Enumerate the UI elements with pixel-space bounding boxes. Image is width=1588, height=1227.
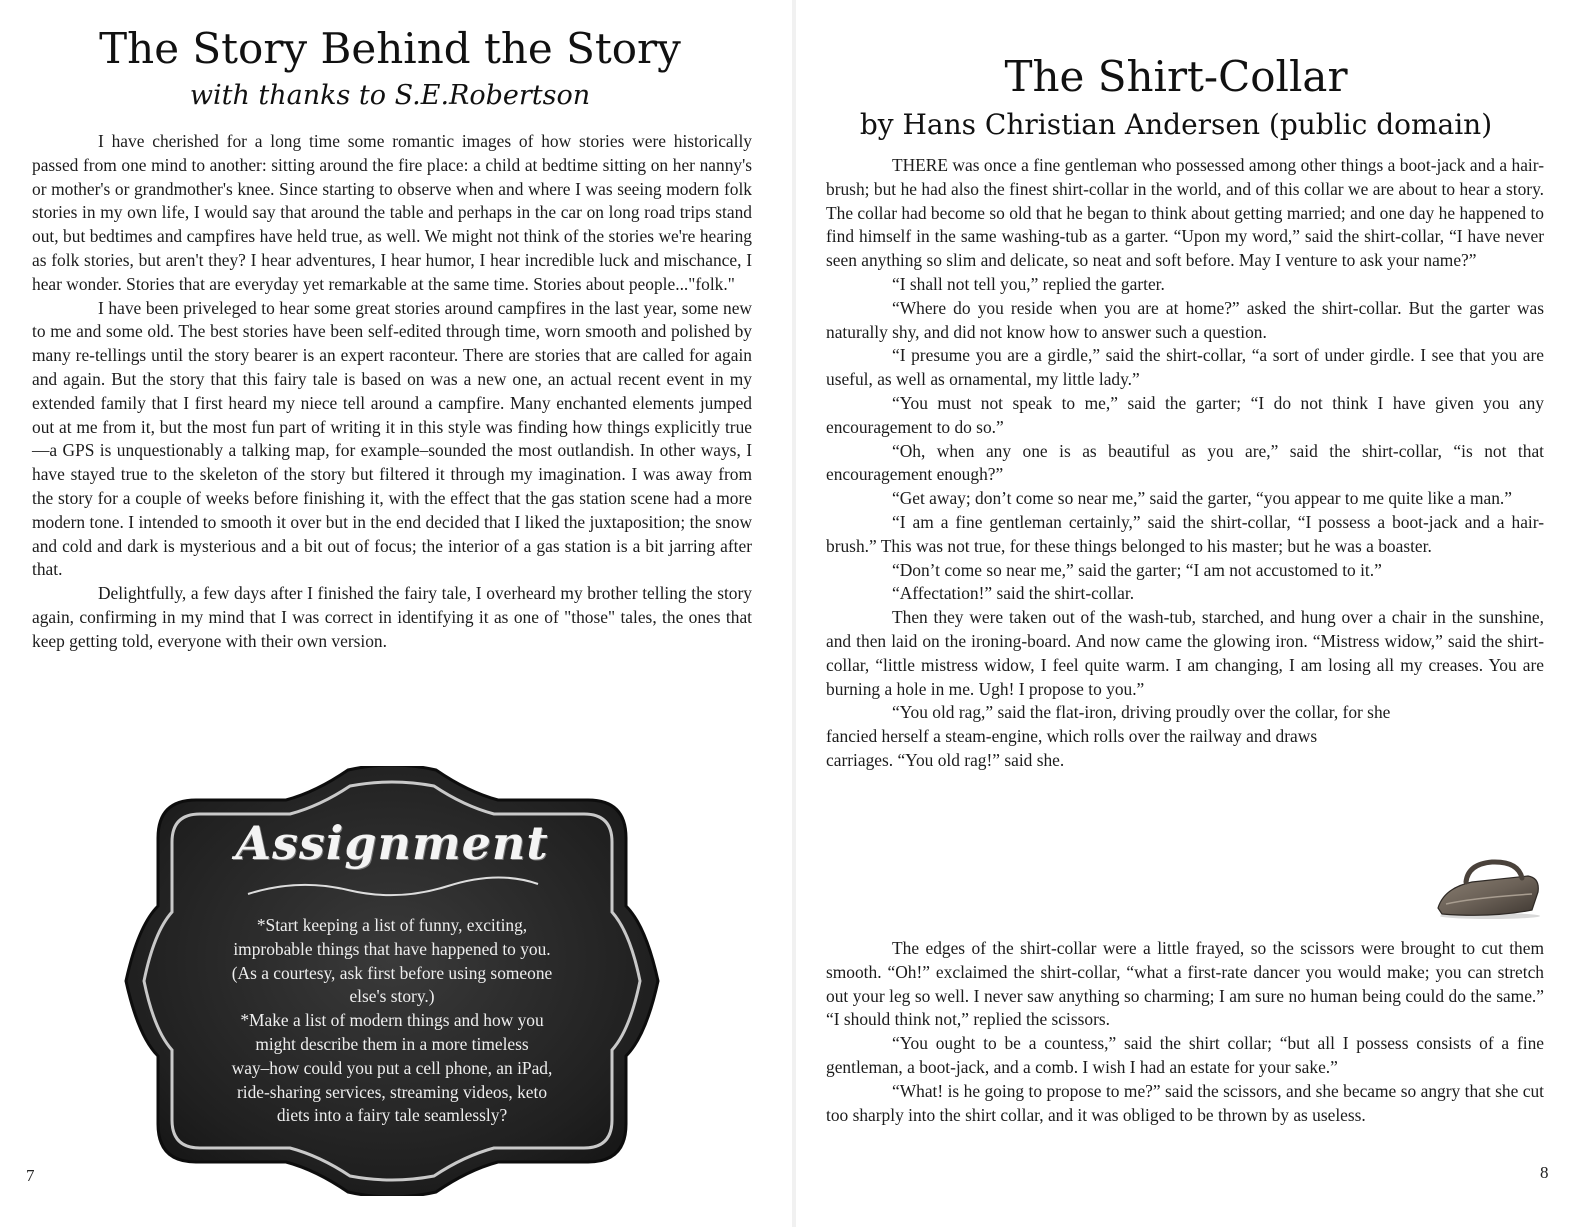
left-page xyxy=(0,0,792,1227)
story-body xyxy=(826,154,1544,773)
paragraph: Then they were taken out of the wash-tub, starched, and hung over a chair in the sunshine, and then laid on the ironing-board. And now came the glowing iron. “Mistress widow,” said the shirt-collar, “little mistress widow, I feel quite warm. I am changing, I am losing all my creases. You are burning a hole in me. Ugh! I propose to you.” xyxy=(826,607,1544,699)
assignment-line: *Start keeping a list of funny, exciting, xyxy=(256,915,528,935)
assignment-text xyxy=(180,914,604,1128)
paragraph: “I am a fine gentleman certainly,” said the shirt-collar, “I possess a boot-jack and a hair-brush.” This was not true, for these things belonged to his master; but he was a boaster. xyxy=(826,511,1544,556)
paragraph-line: fancied herself a steam-engine, which rolls over the railway and draws xyxy=(826,726,1318,747)
flat-iron-icon xyxy=(1432,858,1544,920)
assignment-line: *Make a list of modern things and how you xyxy=(240,1010,544,1031)
paragraph: “I presume you are a girdle,” said the shirt-collar, “a sort of under girdle. I see that you are useful, as well as ornamental, my little lady.” xyxy=(826,345,1544,390)
paragraph: I have been priveleged to hear some great stories around campfires in the last year, some new to me and some old. The best stories have been self-edited through time, worn smooth and polished by many re-tellings until the story bearer is an expert raconteur. There are stories that are called for again and again. But the story that this fairy tale is based on was a new one, an actual recent event in my extended family that I first heard my niece tell around a campfire. Many enchanted elements jumped out at me from it, but the most fun part of writing it in this style was finding how things explicitly true—a GPS is unquestionably a talking map, for example–sounded the most outlandish. In other ways, I have stayed true to the skeleton of the story but filtered it through my imagination. I was away from the story for a couple of weeks before finishing it, with the effect that the gas station scene had a more modern tone. I intended to smooth it over but in the end decided that I liked the juxtaposition; the snow and cold and dark is mysterious and a bit out of focus; the interior of a gas station is a bit jarring after that. xyxy=(32,297,752,580)
paragraph-line: “You old rag,” said the flat-iron, driving proudly over the collar, for she xyxy=(892,702,1391,723)
page-number: 8 xyxy=(1540,1163,1549,1182)
paragraph: “Get away; don’t come so near me,” said the garter, “you appear to me quite like a man.” xyxy=(892,488,1512,509)
page-number: 7 xyxy=(26,1166,35,1185)
assignment-line: diets into a fairy tale seamlessly? xyxy=(276,1105,508,1126)
paragraph-line: carriages. “You old rag!” said she. xyxy=(826,749,1065,770)
assignment-line: else's story.) xyxy=(349,986,435,1007)
paragraph: “I shall not tell you,” replied the garter. xyxy=(892,273,1165,294)
paragraph: Delightfully, a few days after I finished the fairy tale, I overheard my brother telling the story again, confirming in my mind that I was correct in identifying it as one of "those" tales, the ones that keep getting told, everyone with their own version. xyxy=(32,583,752,651)
assignment-line: might describe them in a more timeless xyxy=(255,1033,529,1054)
assignment-label xyxy=(118,766,666,1196)
iron-paragraph xyxy=(826,701,1544,772)
page-subtitle: with thanks to S.E.Robertson xyxy=(189,80,591,111)
paragraph: The edges of the shirt-collar were a little frayed, so the scissors were brought to cut them smooth. “Oh!” exclaimed the shirt-collar, “what a first-rate dancer you would make; you can stretch out your leg so well. I never saw anything so charming; I am sure no human being could do the same.” “I should think not,” replied the scissors. xyxy=(826,938,1544,1030)
assignment-line: (As a courtesy, ask first before using someone xyxy=(231,962,553,983)
assignment-heading: Assignment xyxy=(235,816,549,870)
paragraph: “You ought to be a countess,” said the shirt collar; “but all I possess consists of a fine gentleman, a boot-jack, and a comb. I wish I had an estate for your sake.” xyxy=(826,1033,1544,1077)
assignment-line: improbable things that have happened to you. xyxy=(233,938,551,959)
paragraph: “Don’t come so near me,” said the garter; “I am not accustomed to it.” xyxy=(892,559,1382,580)
paragraph: “Where do you reside when you are at home?” asked the shirt-collar. But the garter was naturally shy, and did not know how to answer such a question. xyxy=(826,297,1544,342)
story-body-continued xyxy=(826,937,1544,1127)
assignment-line: ride-sharing services, streaming videos, keto xyxy=(236,1081,548,1102)
right-page xyxy=(796,0,1588,1227)
paragraph: “You must not speak to me,” said the garter; “I do not think I have given you any encouragement to do so.” xyxy=(826,392,1544,437)
paragraph: “Oh, when any one is as beautiful as you are,” said the shirt-collar, “is not that encouragement enough?” xyxy=(826,440,1544,485)
page-title: The Story Behind the Story xyxy=(99,24,681,73)
assignment-line: way–how could you put a cell phone, an iPad, xyxy=(231,1057,553,1078)
page-title: The Shirt-Collar xyxy=(1004,52,1348,101)
paragraph: “What! is he going to propose to me?” said the scissors, and she became so angry that she cut too sharply into the shirt collar, and it was obliged to be thrown by as useless. xyxy=(826,1080,1544,1125)
article-body xyxy=(32,130,752,654)
paragraph: I have cherished for a long time some romantic images of how stories were historically passed from one mind to another: sitting around the fire place: a child at bedtime sitting on her nanny's or mother's or grandmother's knee. Since starting to observe when and where I was seeing modern folk stories in my own life, I would say that around the table and perhaps in the car on long road trips stand out, but bedtimes and campfires have held true, as well. We might not think of the stories we're hearing as folk stories, but aren't they? I hear adventures, I hear humor, I hear incredible luck and mischance, I hear wonder. Stories that are everyday yet remarkable at the same time. Stories about people..."folk." xyxy=(32,131,752,294)
paragraph: THERE was once a fine gentleman who possessed among other things a boot-jack and a hair-brush; but he had also the finest shirt-collar in the world, and of this collar we are about to hear a story. The collar had become so old that he began to think about getting married; and one day he happened to find himself in the same washing-tub as a garter. “Upon my word,” said the shirt-collar, “I have never seen anything so slim and delicate, so neat and soft before. May I venture to ask your name?” xyxy=(826,155,1544,271)
page-subtitle: by Hans Christian Andersen (public domain) xyxy=(859,108,1493,141)
paragraph: “Affectation!” said the shirt-collar. xyxy=(892,583,1135,604)
